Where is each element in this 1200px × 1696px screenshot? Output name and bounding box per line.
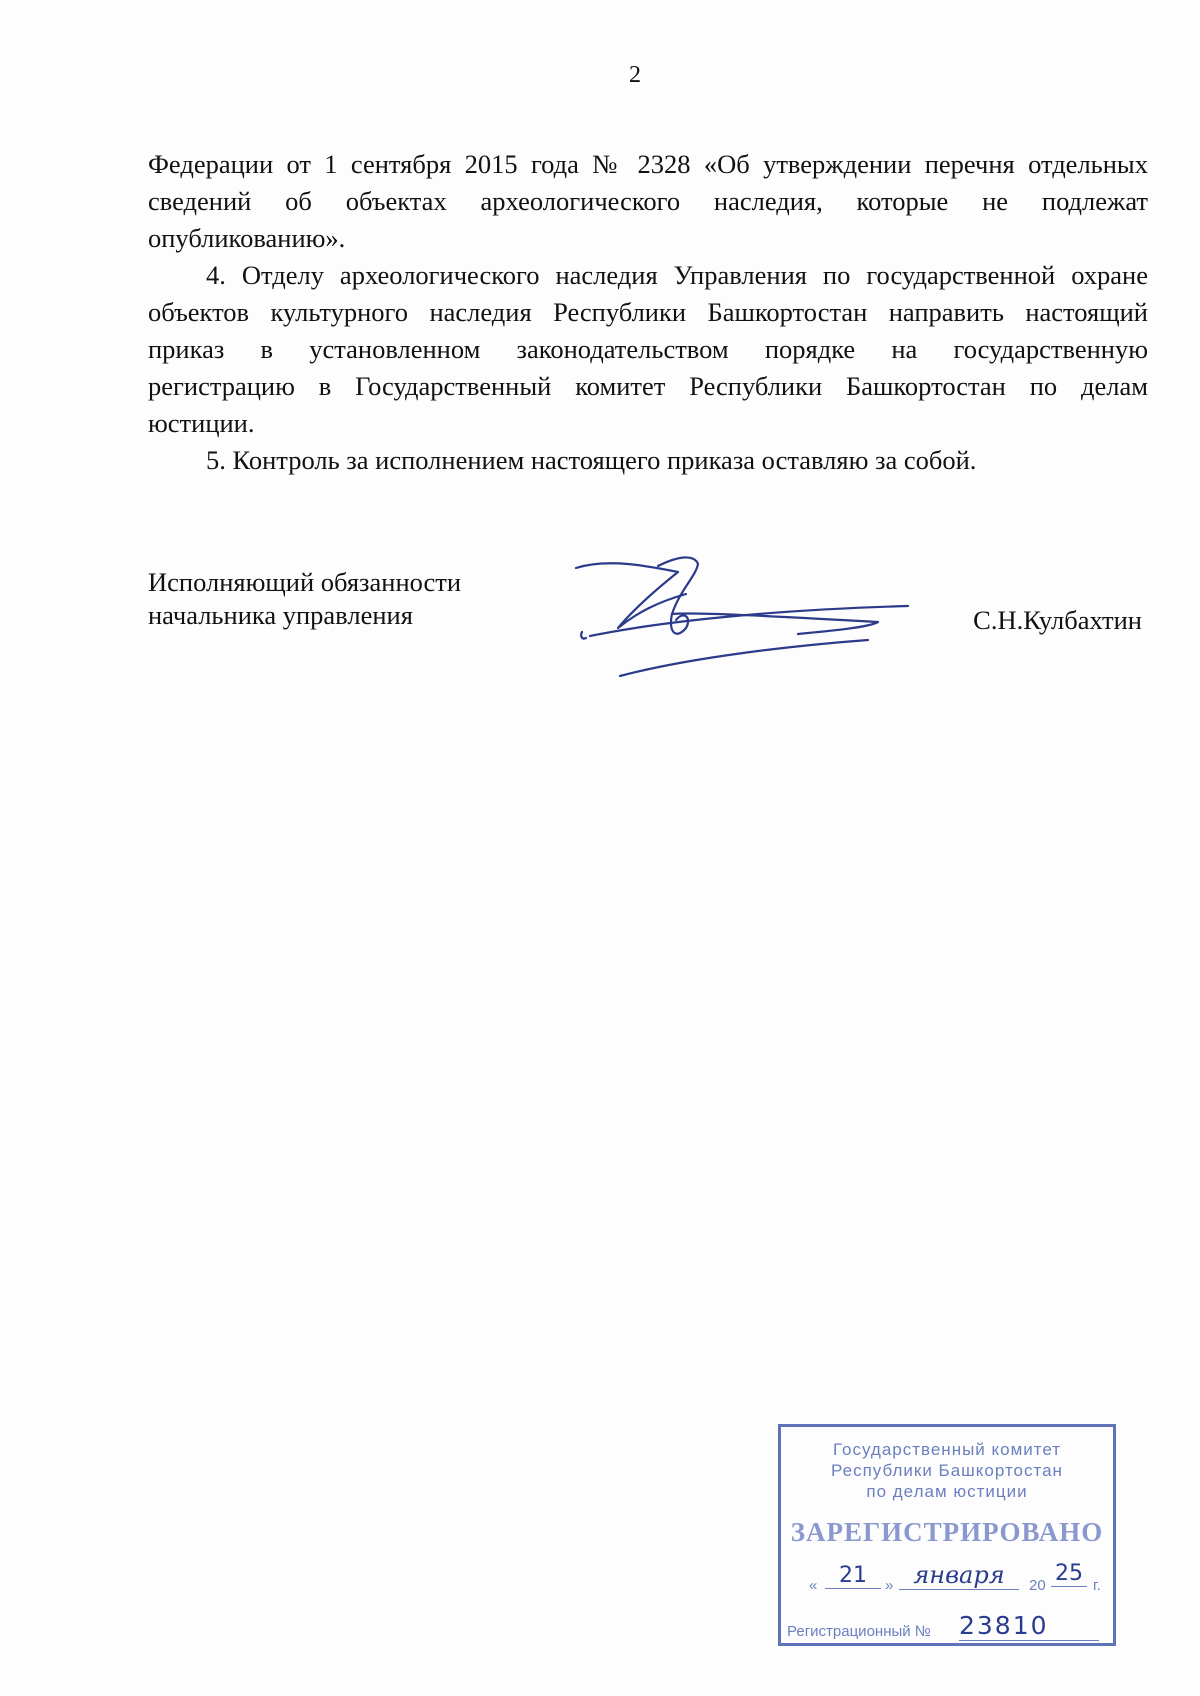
stamp-year-prefix: 20 (1029, 1577, 1046, 1594)
text-line: Федерации от 1 сентября 2015 года № 2328 «Об утверждении перечня отдельных (148, 149, 1148, 179)
text-line: юстиции. (148, 408, 255, 438)
stamp-quote-open: « (809, 1577, 818, 1594)
signer-position-line: начальника управления (148, 600, 413, 630)
text-line: регистрацию в Государственный комитет Республики Башкортостан по делам (148, 371, 1148, 401)
paragraph-continuation (148, 146, 1148, 257)
stamp-status: ЗАРЕГИСТРИРОВАНО (790, 1517, 1104, 1547)
signer-position-line: Исполняющий обязанности (148, 567, 462, 597)
paragraph-item-5 (148, 442, 1148, 479)
page-number: 2 (629, 62, 641, 88)
signer-name: С.Н.Кулбахтин (973, 605, 1142, 635)
stamp-org-line: Государственный комитет (832, 1440, 1062, 1459)
stamp-month: января (899, 1561, 1019, 1590)
handwritten-signature (568, 536, 928, 686)
paragraph-item-4 (148, 257, 1148, 442)
document-body (148, 146, 1148, 479)
signer-position (148, 566, 461, 632)
stamp-reg-number: 23810 (959, 1611, 1099, 1641)
text-line: сведений об объектах археологического наследия, которые не подлежат (148, 186, 1148, 216)
stamp-year-unit: г. (1093, 1577, 1101, 1594)
text-line: 4. Отделу археологического наследия Управления по государственной охране (206, 260, 1148, 290)
registration-stamp (778, 1424, 1116, 1646)
stamp-organization (781, 1439, 1113, 1502)
stamp-quote-close: » (885, 1577, 894, 1594)
text-line: 5. Контроль за исполнением настоящего приказа оставляю за собой. (206, 445, 977, 475)
stamp-day: 21 (825, 1563, 881, 1589)
text-line: приказ в установленном законодательством порядке на государственную (148, 334, 1148, 364)
stamp-org-line: Республики Башкортостан (831, 1461, 1063, 1480)
stamp-date (803, 1559, 1103, 1599)
signature-block (148, 566, 1148, 676)
stamp-year-suffix: 25 (1051, 1561, 1087, 1587)
text-line: объектов культурного наследия Республики Башкортостан направить настоящий (148, 297, 1148, 327)
stamp-reg-label: Регистрационный № (787, 1623, 931, 1640)
text-line: опубликованию». (148, 223, 346, 253)
stamp-org-line: по делам юстиции (866, 1482, 1028, 1501)
